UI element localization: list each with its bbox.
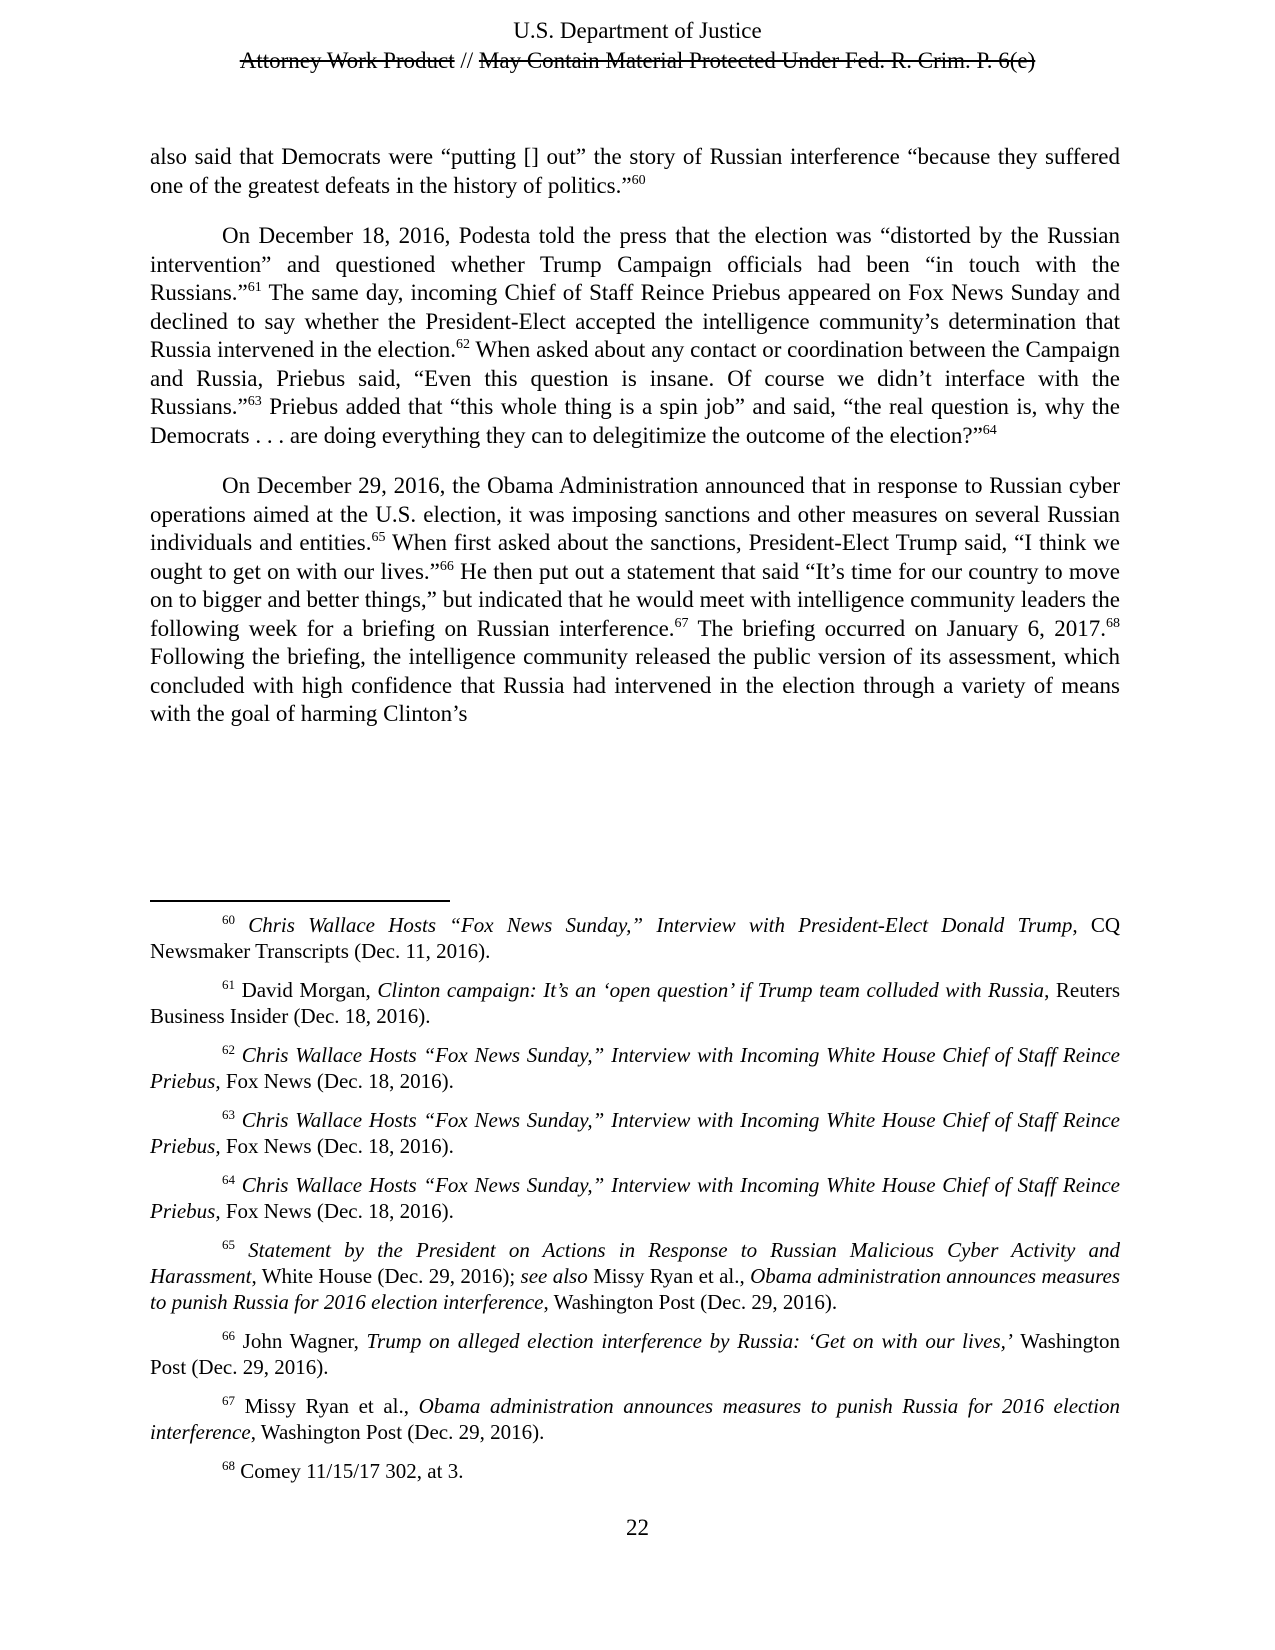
text-run: The same day, incoming Chief of Staff Reince Priebus appeared on Fox News Sunday and declined to say whether the President-Elect accepted the intelligence community’s determination that Russia intervened in the election. bbox=[150, 280, 1120, 362]
text-run: On December 18, 2016, Podesta told the press that the election was “distorted by the Russian intervention” and questioned whether Trump Campaign officials had been “in touch with the Russians.” bbox=[150, 223, 1120, 305]
footnote-number: 65 bbox=[222, 1237, 235, 1252]
footnote-number: 67 bbox=[222, 1393, 235, 1408]
footnote-number: 61 bbox=[222, 977, 235, 992]
footnote-text: CQ Newsmaker Transcripts (Dec. 11, 2016). bbox=[150, 913, 1120, 963]
footnote-63 bbox=[150, 1107, 1120, 1159]
footnote-divider bbox=[150, 900, 450, 902]
footnote-text: , Washington Post (Dec. 29, 2016). bbox=[250, 1420, 545, 1444]
footnote-66 bbox=[150, 1328, 1120, 1380]
footnote-number: 62 bbox=[222, 1042, 235, 1057]
footnote-text: Missy Ryan et al., bbox=[587, 1264, 751, 1288]
grand-jury-label: May Contain Material Protected Under Fed. R. Crim. P. 6(e) bbox=[478, 48, 1036, 73]
footnote-number: 63 bbox=[222, 1107, 235, 1122]
footnote-text: John Wagner, bbox=[242, 1329, 367, 1353]
footnote-ref[interactable]: 66 bbox=[439, 558, 454, 574]
footnote-title: Obama administration announces measures to punish Russia for 2016 election interference bbox=[150, 1394, 1121, 1444]
footnotes-section bbox=[150, 912, 1120, 1497]
footnote-text: Washington Post (Dec. 29, 2016). bbox=[150, 1329, 1120, 1379]
footnote-68 bbox=[150, 1458, 1120, 1484]
text-run: He then put out a statement that said “It’s time for our country to move on to bigger and better things,” but indicated that he would meet with intelligence community leaders the following week for a briefing on Russian interference. bbox=[150, 558, 1120, 641]
text-run: Priebus added that “this whole thing is a spin job” and said, “the real question is, why the Democrats . . . are doing everything they can to delegitimize the outcome of the election?” bbox=[150, 394, 1120, 448]
footnote-number: 60 bbox=[222, 912, 235, 927]
paragraph bbox=[150, 222, 1120, 450]
footnote-title: Statement by the President on Actions in Response to Russian Malicious Cyber Activity and Harassment bbox=[150, 1238, 1120, 1288]
body-text bbox=[150, 143, 1120, 751]
footnote-61 bbox=[150, 977, 1120, 1029]
footnote-number: 66 bbox=[222, 1328, 235, 1343]
footnote-text: Fox News (Dec. 18, 2016). bbox=[220, 1069, 454, 1093]
text-run: The briefing occurred on January 6, 2017. bbox=[688, 615, 1106, 641]
footnote-title: Obama administration announces measures to punish Russia for 2016 election interference bbox=[150, 1264, 1120, 1314]
footnote-title: Chris Wallace Hosts “Fox News Sunday,” Interview with Incoming White House Chief of Staff Reince Priebus, bbox=[150, 1173, 1121, 1223]
footnote-62 bbox=[150, 1042, 1120, 1094]
footnote-ref[interactable]: 68 bbox=[1106, 615, 1120, 631]
footnote-title: Trump on alleged election interference by Russia: ‘Get on with our lives,’ bbox=[366, 1329, 1013, 1353]
footnote-text: Fox News (Dec. 18, 2016). bbox=[220, 1199, 454, 1223]
paragraph bbox=[150, 472, 1120, 729]
paragraph bbox=[150, 143, 1120, 200]
department-name: U.S. Department of Justice bbox=[513, 18, 762, 43]
footnote-text: , Reuters Business Insider (Dec. 18, 2016). bbox=[150, 978, 1121, 1028]
footnote-title: Chris Wallace Hosts “Fox News Sunday,” Interview with Incoming White House Chief of Staff Reince Priebus, bbox=[150, 1043, 1121, 1093]
text-run: On December 29, 2016, the Obama Administration announced that in response to Russian cyber operations aimed at the U.S. election, it was imposing sanctions and other measures on several Russian individuals and entities. bbox=[150, 473, 1120, 555]
text-run: also said that Democrats were “putting [] out” the story of Russian interference “because they suffered one of the greatest defeats in the history of politics.” bbox=[150, 144, 1120, 198]
footnote-number: 68 bbox=[222, 1458, 235, 1473]
footnote-title: Clinton campaign: It’s an ‘open question’ if Trump team colluded with Russia bbox=[377, 978, 1045, 1002]
footnote-number: 64 bbox=[222, 1172, 235, 1187]
text-run: When first asked about the sanctions, President-Elect Trump said, “I think we ought to get on with our lives.” bbox=[150, 530, 1121, 584]
footnote-67 bbox=[150, 1393, 1120, 1445]
footnote-title: Chris Wallace Hosts “Fox News Sunday,” Interview with Incoming White House Chief of Staff Reince Priebus, bbox=[150, 1108, 1121, 1158]
footnote-ref[interactable]: 64 bbox=[982, 422, 997, 438]
footnote-ref[interactable]: 60 bbox=[631, 172, 646, 188]
footnote-ref[interactable]: 63 bbox=[247, 394, 262, 409]
footnote-64 bbox=[150, 1172, 1120, 1224]
header-separator: // bbox=[454, 48, 479, 73]
privilege-line bbox=[0, 46, 1275, 76]
page-number: 22 bbox=[626, 1515, 649, 1540]
footnote-text: , Washington Post (Dec. 29, 2016). bbox=[543, 1290, 838, 1314]
footnote-65 bbox=[150, 1237, 1120, 1315]
footnote-text: Fox News (Dec. 18, 2016). bbox=[220, 1134, 454, 1158]
footnote-60 bbox=[150, 912, 1120, 964]
footnote-ref[interactable]: 61 bbox=[247, 280, 262, 295]
footnote-ref[interactable]: 67 bbox=[674, 615, 689, 631]
footnote-signal: see also bbox=[520, 1264, 588, 1288]
page-header bbox=[0, 16, 1275, 76]
footnote-text: , White House (Dec. 29, 2016); bbox=[251, 1264, 521, 1288]
text-run: When asked about any contact or coordination between the Campaign and Russia, Priebus said, “Even this question is insane. Of course we didn’t interface with the Russians.” bbox=[150, 337, 1120, 419]
footnote-text: Comey 11/15/17 302, at 3. bbox=[240, 1459, 464, 1483]
footnote-title: Chris Wallace Hosts “Fox News Sunday,” Interview with President-Elect Donald Trump, bbox=[248, 913, 1078, 937]
footnote-ref[interactable]: 65 bbox=[371, 530, 386, 545]
footnote-text: David Morgan, bbox=[241, 978, 378, 1002]
footnote-text: Missy Ryan et al., bbox=[244, 1394, 419, 1418]
text-run: Following the briefing, the intelligence community released the public version of its assessment, which concluded with high confidence that Russia had intervened in the election through a variety of means with the goal of harming Clinton’s bbox=[150, 644, 1120, 726]
work-product-label: Attorney Work Product bbox=[239, 48, 455, 73]
footnote-ref[interactable]: 62 bbox=[456, 337, 471, 352]
